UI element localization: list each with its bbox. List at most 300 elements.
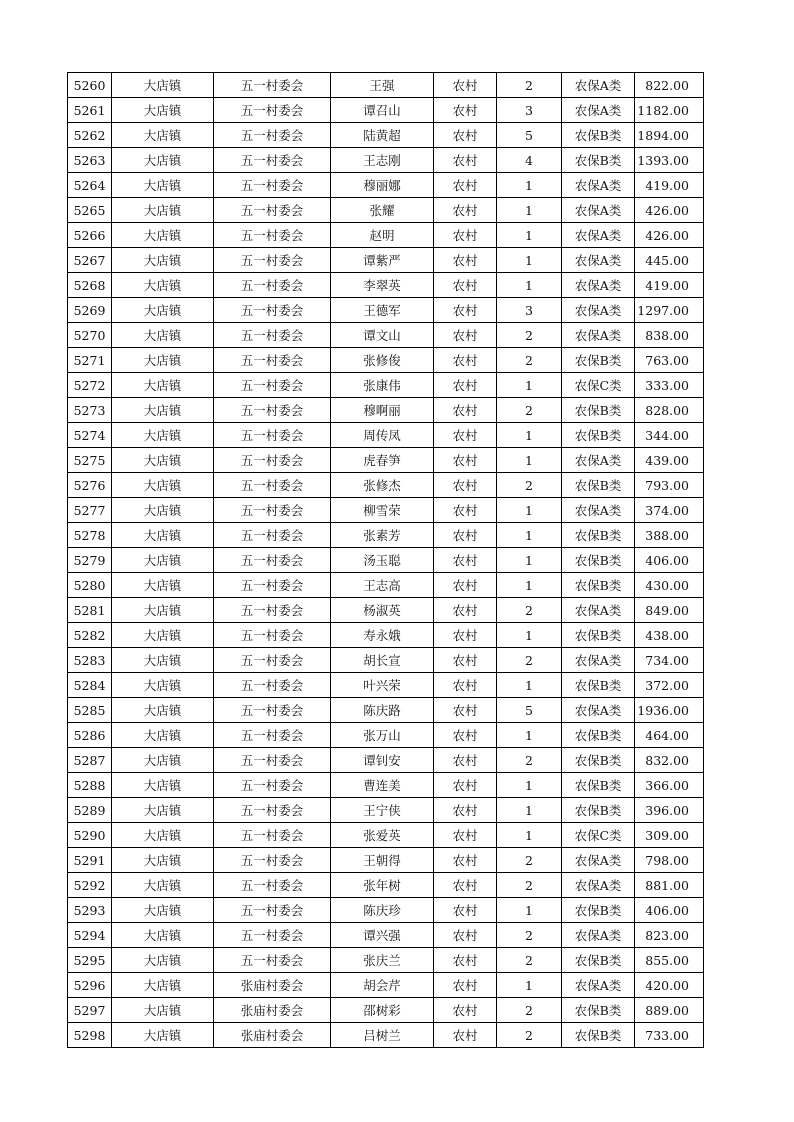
insurance-category-cell: 农保A类 — [562, 923, 635, 948]
town-cell: 大店镇 — [112, 823, 214, 848]
amount-cell: 374.00 — [635, 498, 704, 523]
village-committee-cell: 五一村委会 — [214, 673, 331, 698]
insurance-category-cell: 农保B类 — [562, 998, 635, 1023]
insurance-category-cell: 农保B类 — [562, 423, 635, 448]
person-name-cell: 张修杰 — [331, 473, 434, 498]
table-row — [68, 598, 704, 623]
household-type-cell: 农村 — [434, 198, 497, 223]
person-name-cell: 王强 — [331, 73, 434, 98]
member-count-cell: 1 — [497, 448, 562, 473]
town-cell: 大店镇 — [112, 398, 214, 423]
person-name-cell: 穆丽娜 — [331, 173, 434, 198]
member-count-cell: 1 — [497, 823, 562, 848]
insurance-category-cell: 农保C类 — [562, 373, 635, 398]
household-type-cell: 农村 — [434, 898, 497, 923]
insurance-category-cell: 农保C类 — [562, 823, 635, 848]
village-committee-cell: 五一村委会 — [214, 898, 331, 923]
village-committee-cell: 五一村委会 — [214, 348, 331, 373]
village-committee-cell: 五一村委会 — [214, 98, 331, 123]
member-count-cell: 2 — [497, 873, 562, 898]
person-name-cell: 周传凤 — [331, 423, 434, 448]
amount-cell: 733.00 — [635, 1023, 704, 1048]
person-name-cell: 王志刚 — [331, 148, 434, 173]
table-row — [68, 248, 704, 273]
table-row — [68, 273, 704, 298]
amount-cell: 855.00 — [635, 948, 704, 973]
member-count-cell: 2 — [497, 323, 562, 348]
amount-cell: 464.00 — [635, 723, 704, 748]
village-committee-cell: 五一村委会 — [214, 223, 331, 248]
village-committee-cell: 五一村委会 — [214, 848, 331, 873]
row-number-cell: 5273 — [68, 398, 112, 423]
village-committee-cell: 五一村委会 — [214, 73, 331, 98]
amount-cell: 1936.00 — [635, 698, 704, 723]
household-type-cell: 农村 — [434, 348, 497, 373]
household-type-cell: 农村 — [434, 573, 497, 598]
table-row — [68, 523, 704, 548]
row-number-cell: 5290 — [68, 823, 112, 848]
amount-cell: 366.00 — [635, 773, 704, 798]
amount-cell: 419.00 — [635, 273, 704, 298]
town-cell: 大店镇 — [112, 323, 214, 348]
row-number-cell: 5262 — [68, 123, 112, 148]
household-type-cell: 农村 — [434, 398, 497, 423]
village-committee-cell: 五一村委会 — [214, 173, 331, 198]
person-name-cell: 张修俊 — [331, 348, 434, 373]
village-committee-cell: 五一村委会 — [214, 498, 331, 523]
member-count-cell: 2 — [497, 598, 562, 623]
row-number-cell: 5274 — [68, 423, 112, 448]
person-name-cell: 穆啊丽 — [331, 398, 434, 423]
row-number-cell: 5269 — [68, 298, 112, 323]
member-count-cell: 2 — [497, 1023, 562, 1048]
table-row — [68, 323, 704, 348]
row-number-cell: 5286 — [68, 723, 112, 748]
member-count-cell: 2 — [497, 848, 562, 873]
table-row — [68, 848, 704, 873]
household-type-cell: 农村 — [434, 373, 497, 398]
person-name-cell: 胡长宣 — [331, 648, 434, 673]
amount-cell: 881.00 — [635, 873, 704, 898]
insurance-category-cell: 农保B类 — [562, 673, 635, 698]
town-cell: 大店镇 — [112, 573, 214, 598]
village-committee-cell: 五一村委会 — [214, 798, 331, 823]
member-count-cell: 2 — [497, 923, 562, 948]
member-count-cell: 1 — [497, 573, 562, 598]
insurance-category-cell: 农保A类 — [562, 298, 635, 323]
amount-cell: 426.00 — [635, 223, 704, 248]
town-cell: 大店镇 — [112, 923, 214, 948]
amount-cell: 823.00 — [635, 923, 704, 948]
table-row — [68, 623, 704, 648]
member-count-cell: 1 — [497, 723, 562, 748]
person-name-cell: 柳雪荣 — [331, 498, 434, 523]
person-name-cell: 张庆兰 — [331, 948, 434, 973]
amount-cell: 439.00 — [635, 448, 704, 473]
member-count-cell: 5 — [497, 698, 562, 723]
household-type-cell: 农村 — [434, 523, 497, 548]
table-row — [68, 423, 704, 448]
amount-cell: 372.00 — [635, 673, 704, 698]
insurance-category-cell: 农保B类 — [562, 798, 635, 823]
amount-cell: 1182.00 — [635, 98, 704, 123]
amount-cell: 1894.00 — [635, 123, 704, 148]
insurance-category-cell: 农保A类 — [562, 448, 635, 473]
person-name-cell: 陈庆珍 — [331, 898, 434, 923]
row-number-cell: 5287 — [68, 748, 112, 773]
table-row — [68, 823, 704, 848]
household-type-cell: 农村 — [434, 848, 497, 873]
person-name-cell: 张万山 — [331, 723, 434, 748]
town-cell: 大店镇 — [112, 948, 214, 973]
household-type-cell: 农村 — [434, 123, 497, 148]
insurance-category-cell: 农保A类 — [562, 598, 635, 623]
amount-cell: 832.00 — [635, 748, 704, 773]
village-committee-cell: 五一村委会 — [214, 248, 331, 273]
household-type-cell: 农村 — [434, 648, 497, 673]
table-row — [68, 548, 704, 573]
village-committee-cell: 五一村委会 — [214, 398, 331, 423]
village-committee-cell: 张庙村委会 — [214, 998, 331, 1023]
person-name-cell: 李翠英 — [331, 273, 434, 298]
member-count-cell: 1 — [497, 423, 562, 448]
village-committee-cell: 五一村委会 — [214, 123, 331, 148]
member-count-cell: 2 — [497, 73, 562, 98]
row-number-cell: 5285 — [68, 698, 112, 723]
person-name-cell: 陆黄超 — [331, 123, 434, 148]
insurance-category-cell: 农保A类 — [562, 323, 635, 348]
member-count-cell: 3 — [497, 298, 562, 323]
amount-cell: 333.00 — [635, 373, 704, 398]
table-row — [68, 348, 704, 373]
records-table — [67, 72, 704, 1048]
village-committee-cell: 五一村委会 — [214, 148, 331, 173]
insurance-category-cell: 农保B类 — [562, 473, 635, 498]
town-cell: 大店镇 — [112, 423, 214, 448]
household-type-cell: 农村 — [434, 448, 497, 473]
village-committee-cell: 五一村委会 — [214, 623, 331, 648]
person-name-cell: 叶兴荣 — [331, 673, 434, 698]
insurance-category-cell: 农保A类 — [562, 698, 635, 723]
household-type-cell: 农村 — [434, 998, 497, 1023]
row-number-cell: 5268 — [68, 273, 112, 298]
row-number-cell: 5293 — [68, 898, 112, 923]
amount-cell: 406.00 — [635, 898, 704, 923]
village-committee-cell: 五一村委会 — [214, 648, 331, 673]
table-row — [68, 198, 704, 223]
town-cell: 大店镇 — [112, 123, 214, 148]
member-count-cell: 1 — [497, 523, 562, 548]
amount-cell: 1297.00 — [635, 298, 704, 323]
row-number-cell: 5272 — [68, 373, 112, 398]
village-committee-cell: 张庙村委会 — [214, 973, 331, 998]
amount-cell: 889.00 — [635, 998, 704, 1023]
table-row — [68, 148, 704, 173]
household-type-cell: 农村 — [434, 748, 497, 773]
member-count-cell: 5 — [497, 123, 562, 148]
insurance-category-cell: 农保B类 — [562, 773, 635, 798]
row-number-cell: 5289 — [68, 798, 112, 823]
row-number-cell: 5261 — [68, 98, 112, 123]
amount-cell: 822.00 — [635, 73, 704, 98]
household-type-cell: 农村 — [434, 423, 497, 448]
village-committee-cell: 五一村委会 — [214, 448, 331, 473]
table-row — [68, 673, 704, 698]
insurance-category-cell: 农保B类 — [562, 548, 635, 573]
insurance-category-cell: 农保A类 — [562, 973, 635, 998]
row-number-cell: 5297 — [68, 998, 112, 1023]
insurance-category-cell: 农保B类 — [562, 898, 635, 923]
row-number-cell: 5278 — [68, 523, 112, 548]
member-count-cell: 3 — [497, 98, 562, 123]
insurance-category-cell: 农保A类 — [562, 498, 635, 523]
member-count-cell: 1 — [497, 673, 562, 698]
insurance-category-cell: 农保B类 — [562, 623, 635, 648]
member-count-cell: 1 — [497, 623, 562, 648]
person-name-cell: 谭召山 — [331, 98, 434, 123]
table-row — [68, 73, 704, 98]
table-row — [68, 723, 704, 748]
row-number-cell: 5298 — [68, 1023, 112, 1048]
member-count-cell: 1 — [497, 973, 562, 998]
table-row — [68, 398, 704, 423]
amount-cell: 798.00 — [635, 848, 704, 873]
member-count-cell: 2 — [497, 648, 562, 673]
member-count-cell: 2 — [497, 948, 562, 973]
person-name-cell: 胡会芹 — [331, 973, 434, 998]
insurance-category-cell: 农保B类 — [562, 948, 635, 973]
member-count-cell: 1 — [497, 198, 562, 223]
insurance-category-cell: 农保A类 — [562, 273, 635, 298]
person-name-cell: 张年树 — [331, 873, 434, 898]
row-number-cell: 5270 — [68, 323, 112, 348]
household-type-cell: 农村 — [434, 298, 497, 323]
person-name-cell: 王宁侠 — [331, 798, 434, 823]
member-count-cell: 2 — [497, 348, 562, 373]
insurance-category-cell: 农保B类 — [562, 123, 635, 148]
insurance-category-cell: 农保B类 — [562, 523, 635, 548]
household-type-cell: 农村 — [434, 673, 497, 698]
household-type-cell: 农村 — [434, 973, 497, 998]
household-type-cell: 农村 — [434, 498, 497, 523]
town-cell: 大店镇 — [112, 373, 214, 398]
household-type-cell: 农村 — [434, 923, 497, 948]
village-committee-cell: 五一村委会 — [214, 198, 331, 223]
row-number-cell: 5276 — [68, 473, 112, 498]
amount-cell: 849.00 — [635, 598, 704, 623]
amount-cell: 793.00 — [635, 473, 704, 498]
table-row — [68, 98, 704, 123]
table-row — [68, 948, 704, 973]
household-type-cell: 农村 — [434, 73, 497, 98]
town-cell: 大店镇 — [112, 498, 214, 523]
town-cell: 大店镇 — [112, 973, 214, 998]
table-body — [68, 73, 704, 1048]
person-name-cell: 谭兴强 — [331, 923, 434, 948]
row-number-cell: 5263 — [68, 148, 112, 173]
town-cell: 大店镇 — [112, 523, 214, 548]
amount-cell: 419.00 — [635, 173, 704, 198]
household-type-cell: 农村 — [434, 698, 497, 723]
amount-cell: 438.00 — [635, 623, 704, 648]
row-number-cell: 5266 — [68, 223, 112, 248]
amount-cell: 344.00 — [635, 423, 704, 448]
member-count-cell: 2 — [497, 398, 562, 423]
member-count-cell: 1 — [497, 498, 562, 523]
town-cell: 大店镇 — [112, 748, 214, 773]
insurance-category-cell: 农保A类 — [562, 73, 635, 98]
household-type-cell: 农村 — [434, 223, 497, 248]
table-row — [68, 898, 704, 923]
member-count-cell: 1 — [497, 773, 562, 798]
household-type-cell: 农村 — [434, 598, 497, 623]
person-name-cell: 王志高 — [331, 573, 434, 598]
person-name-cell: 吕树兰 — [331, 1023, 434, 1048]
town-cell: 大店镇 — [112, 298, 214, 323]
household-type-cell: 农村 — [434, 723, 497, 748]
town-cell: 大店镇 — [112, 998, 214, 1023]
row-number-cell: 5280 — [68, 573, 112, 598]
town-cell: 大店镇 — [112, 698, 214, 723]
person-name-cell: 谭钊安 — [331, 748, 434, 773]
member-count-cell: 4 — [497, 148, 562, 173]
member-count-cell: 1 — [497, 248, 562, 273]
village-committee-cell: 五一村委会 — [214, 723, 331, 748]
village-committee-cell: 五一村委会 — [214, 323, 331, 348]
row-number-cell: 5292 — [68, 873, 112, 898]
row-number-cell: 5271 — [68, 348, 112, 373]
town-cell: 大店镇 — [112, 623, 214, 648]
member-count-cell: 2 — [497, 473, 562, 498]
town-cell: 大店镇 — [112, 448, 214, 473]
member-count-cell: 1 — [497, 273, 562, 298]
household-type-cell: 农村 — [434, 273, 497, 298]
insurance-category-cell: 农保A类 — [562, 198, 635, 223]
insurance-category-cell: 农保B类 — [562, 1023, 635, 1048]
household-type-cell: 农村 — [434, 473, 497, 498]
insurance-category-cell: 农保A类 — [562, 173, 635, 198]
amount-cell: 734.00 — [635, 648, 704, 673]
village-committee-cell: 五一村委会 — [214, 373, 331, 398]
household-type-cell: 农村 — [434, 98, 497, 123]
household-type-cell: 农村 — [434, 323, 497, 348]
town-cell: 大店镇 — [112, 198, 214, 223]
insurance-category-cell: 农保A类 — [562, 98, 635, 123]
person-name-cell: 寿永娥 — [331, 623, 434, 648]
village-committee-cell: 五一村委会 — [214, 273, 331, 298]
household-type-cell: 农村 — [434, 623, 497, 648]
row-number-cell: 5288 — [68, 773, 112, 798]
row-number-cell: 5294 — [68, 923, 112, 948]
village-committee-cell: 五一村委会 — [214, 573, 331, 598]
town-cell: 大店镇 — [112, 648, 214, 673]
person-name-cell: 张康伟 — [331, 373, 434, 398]
row-number-cell: 5281 — [68, 598, 112, 623]
village-committee-cell: 五一村委会 — [214, 823, 331, 848]
town-cell: 大店镇 — [112, 548, 214, 573]
village-committee-cell: 五一村委会 — [214, 523, 331, 548]
insurance-category-cell: 农保A类 — [562, 223, 635, 248]
row-number-cell: 5267 — [68, 248, 112, 273]
village-committee-cell: 五一村委会 — [214, 773, 331, 798]
household-type-cell: 农村 — [434, 173, 497, 198]
table-row — [68, 998, 704, 1023]
town-cell: 大店镇 — [112, 248, 214, 273]
person-name-cell: 曹连美 — [331, 773, 434, 798]
town-cell: 大店镇 — [112, 673, 214, 698]
row-number-cell: 5279 — [68, 548, 112, 573]
amount-cell: 445.00 — [635, 248, 704, 273]
table-row — [68, 448, 704, 473]
village-committee-cell: 五一村委会 — [214, 298, 331, 323]
person-name-cell: 张耀 — [331, 198, 434, 223]
member-count-cell: 2 — [497, 998, 562, 1023]
person-name-cell: 汤玉聪 — [331, 548, 434, 573]
member-count-cell: 1 — [497, 373, 562, 398]
row-number-cell: 5282 — [68, 623, 112, 648]
village-committee-cell: 五一村委会 — [214, 748, 331, 773]
person-name-cell: 谭文山 — [331, 323, 434, 348]
insurance-category-cell: 农保A类 — [562, 248, 635, 273]
person-name-cell: 王朝得 — [331, 848, 434, 873]
town-cell: 大店镇 — [112, 273, 214, 298]
town-cell: 大店镇 — [112, 473, 214, 498]
village-committee-cell: 五一村委会 — [214, 923, 331, 948]
row-number-cell: 5264 — [68, 173, 112, 198]
member-count-cell: 1 — [497, 798, 562, 823]
row-number-cell: 5283 — [68, 648, 112, 673]
village-committee-cell: 五一村委会 — [214, 473, 331, 498]
row-number-cell: 5284 — [68, 673, 112, 698]
household-type-cell: 农村 — [434, 773, 497, 798]
village-committee-cell: 张庙村委会 — [214, 1023, 331, 1048]
town-cell: 大店镇 — [112, 598, 214, 623]
town-cell: 大店镇 — [112, 873, 214, 898]
amount-cell: 420.00 — [635, 973, 704, 998]
table-row — [68, 498, 704, 523]
row-number-cell: 5275 — [68, 448, 112, 473]
person-name-cell: 张爱英 — [331, 823, 434, 848]
person-name-cell: 张素芳 — [331, 523, 434, 548]
village-committee-cell: 五一村委会 — [214, 948, 331, 973]
town-cell: 大店镇 — [112, 73, 214, 98]
amount-cell: 430.00 — [635, 573, 704, 598]
table-row — [68, 648, 704, 673]
table-row — [68, 173, 704, 198]
village-committee-cell: 五一村委会 — [214, 873, 331, 898]
table-row — [68, 748, 704, 773]
insurance-category-cell: 农保A类 — [562, 648, 635, 673]
town-cell: 大店镇 — [112, 348, 214, 373]
town-cell: 大店镇 — [112, 723, 214, 748]
insurance-category-cell: 农保B类 — [562, 398, 635, 423]
amount-cell: 406.00 — [635, 548, 704, 573]
member-count-cell: 1 — [497, 548, 562, 573]
table-row — [68, 373, 704, 398]
household-type-cell: 农村 — [434, 873, 497, 898]
insurance-category-cell: 农保B类 — [562, 148, 635, 173]
member-count-cell: 2 — [497, 748, 562, 773]
insurance-category-cell: 农保B类 — [562, 348, 635, 373]
table-row — [68, 773, 704, 798]
table-row — [68, 1023, 704, 1048]
table-row — [68, 298, 704, 323]
row-number-cell: 5277 — [68, 498, 112, 523]
row-number-cell: 5260 — [68, 73, 112, 98]
household-type-cell: 农村 — [434, 823, 497, 848]
person-name-cell: 赵明 — [331, 223, 434, 248]
town-cell: 大店镇 — [112, 173, 214, 198]
